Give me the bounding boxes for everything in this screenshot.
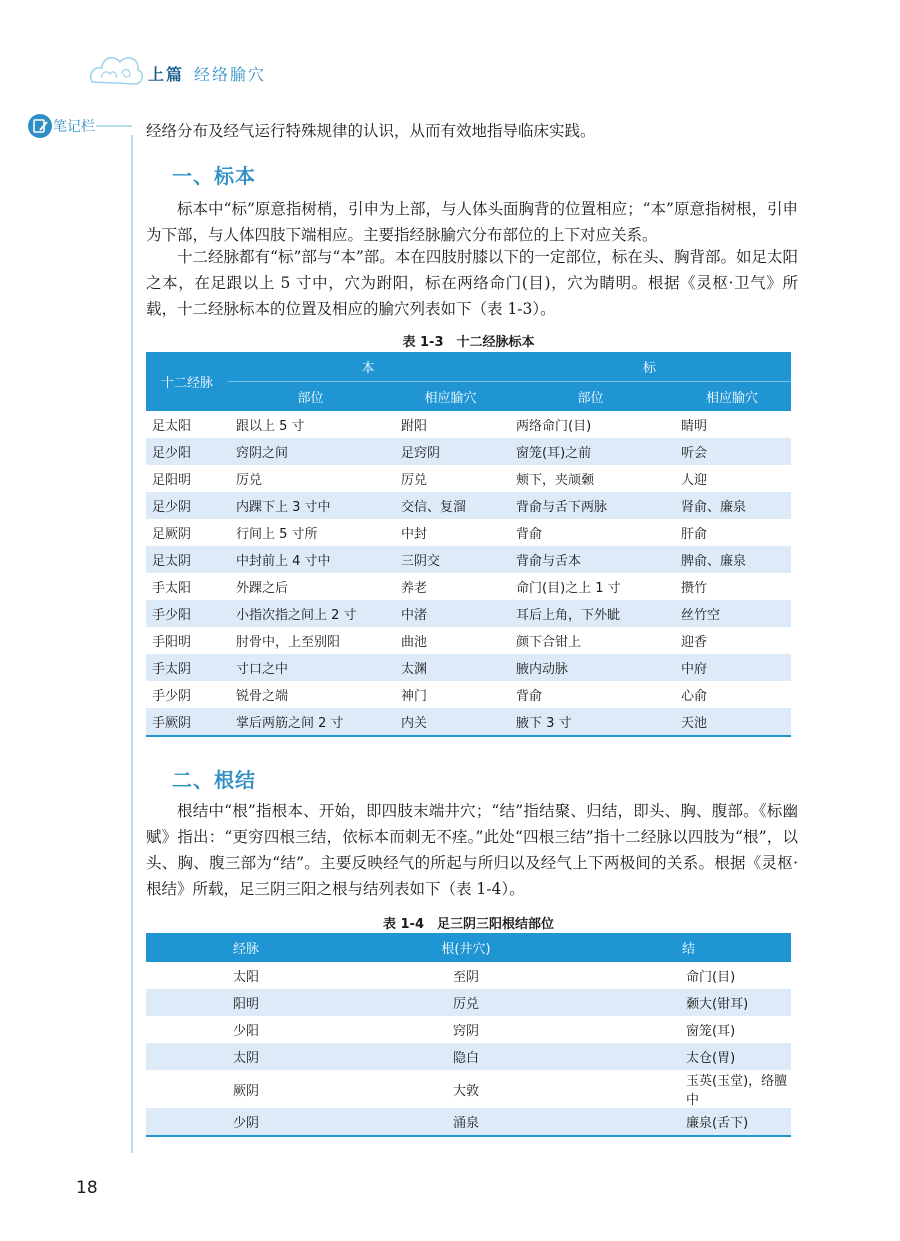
table-cell: 寸口之中	[228, 654, 393, 681]
th-ben: 本	[228, 352, 508, 382]
table-cell: 命门(目)	[686, 970, 736, 985]
table-row	[146, 1070, 791, 1108]
table-cell: 至阴	[452, 970, 479, 985]
table-cell: 天池	[673, 708, 791, 736]
table-cell: 养老	[401, 581, 428, 596]
section-heading-genjie: 二、根结	[172, 768, 256, 792]
table-cell: 手太阴	[146, 654, 228, 681]
table-row	[146, 465, 791, 492]
table-cell: 脾俞、廉泉	[673, 546, 791, 573]
table-row	[146, 438, 791, 465]
table-cell: 厥阴	[232, 1083, 259, 1099]
table-cell: 两络命门(目)	[516, 419, 592, 434]
paragraph-genjie: 根结中“根”指根本、开始，即四肢末端井穴；“结”指结聚、归结，即头、胸、腹部。《标幽赋》指出：“更穷四根三结，依标本而刺无不痊。”此处“四根三结”指十二经脉以四肢为“根”，以头、胸、腹三部为“结”。主要反映经气的所起与所归以及经气上下两极间的关系。根据《灵枢·根结》所载，足三阴三阳之根与结列表如下（表 1-4）。	[146, 802, 798, 898]
table-1-4-body	[146, 962, 791, 1136]
table-cell: 丝竹空	[673, 600, 791, 627]
table-cell: 少阳	[232, 1024, 259, 1039]
table-1-4	[146, 933, 791, 1137]
cloud-ornament-icon	[88, 44, 146, 92]
paragraph-intro: 经络分布及经气运行特殊规律的认识，从而有效地指导临床实践。	[146, 122, 596, 140]
note-pen-icon	[26, 112, 54, 140]
table-cell: 行间上 5 寸所	[236, 527, 318, 542]
table-cell: 人迎	[681, 473, 708, 488]
table-cell: 太仓(胃)	[586, 1043, 791, 1070]
header-title: 经络腧穴	[194, 65, 267, 84]
paragraph-biaoben-1: 标本中“标”原意指树梢，引申为上部，与人体头面胸背的位置相应；“本”原意指树根，引申为下部，与人体四肢下端相应。主要指经脉腧穴分布部位的上下对应关系。	[146, 200, 798, 244]
table-cell: 攒竹	[681, 581, 708, 596]
table-1-3-body	[146, 411, 791, 736]
table-cell: 肘骨中，上至别阳	[236, 635, 341, 650]
table-cell: 背俞与舌下两脉	[508, 492, 673, 519]
table-cell: 手太阳	[152, 581, 192, 596]
table-cell: 曲池	[401, 635, 428, 650]
table-cell: 肾俞、廉泉	[673, 492, 791, 519]
th-meridian: 十二经脉	[146, 352, 228, 411]
table-cell: 内踝下上 3 寸中	[228, 492, 393, 519]
table-row	[146, 600, 791, 627]
margin-rule-horizontal	[96, 125, 132, 127]
table-cell: 手少阳	[146, 600, 228, 627]
table-cell: 足少阳	[146, 438, 228, 465]
table-cell: 听会	[673, 438, 791, 465]
table-cell: 隐白	[346, 1043, 586, 1070]
table-cell: 命门(目)之上 1 寸	[516, 581, 621, 596]
table-cell: 小指次指之间上 2 寸	[228, 600, 393, 627]
page-number: 18	[76, 1178, 98, 1198]
th-jingmai: 经脉	[146, 933, 346, 962]
th-jie: 结	[586, 933, 791, 962]
table-row	[146, 989, 791, 1016]
table-cell: 腋下 3 寸	[508, 708, 673, 736]
table-cell: 中渚	[393, 600, 508, 627]
table-cell: 阳明	[146, 989, 346, 1016]
table-row	[146, 573, 791, 600]
table-cell: 足窍阴	[393, 438, 508, 465]
table-cell: 跗阳	[401, 419, 428, 434]
table-cell: 锐骨之端	[236, 689, 289, 704]
table-cell: 外踝之后	[236, 581, 289, 596]
table-cell: 背俞与舌本	[508, 546, 673, 573]
table-cell: 廉泉(舌下)	[586, 1108, 791, 1136]
table-cell: 颡大(钳耳)	[586, 989, 791, 1016]
table-cell: 手厥阴	[146, 708, 228, 736]
table-cell: 太阴	[146, 1043, 346, 1070]
table-cell: 手少阴	[152, 689, 192, 704]
table-row	[146, 546, 791, 573]
table-cell: 内关	[393, 708, 508, 736]
table-cell: 神门	[401, 689, 428, 704]
section-heading-biaoben: 一、标本	[172, 164, 256, 188]
th-biao-position: 部位	[508, 382, 673, 412]
th-biao-point: 相应腧穴	[673, 382, 791, 412]
table-1-4-caption: 表 1-4 足三阴三阳根结部位	[382, 917, 554, 932]
table-cell: 中封前上 4 寸中	[228, 546, 393, 573]
table-cell: 腋内动脉	[508, 654, 673, 681]
table-cell: 足少阴	[146, 492, 228, 519]
table-cell: 足阳明	[152, 473, 192, 488]
table-cell: 背俞	[516, 689, 543, 704]
table-cell: 玉英(玉堂)，络膻中	[686, 1074, 788, 1108]
table-1-3	[146, 352, 791, 737]
table-cell: 三阴交	[393, 546, 508, 573]
table-cell: 窍阴	[452, 1024, 479, 1039]
table-cell: 颜下合钳上	[516, 635, 582, 650]
notes-label: 笔记栏	[53, 119, 95, 135]
table-cell: 手阳明	[152, 635, 192, 650]
table-row	[146, 411, 791, 438]
table-cell: 太阳	[232, 970, 259, 985]
table-row	[146, 1108, 791, 1136]
table-cell: 厉兑	[401, 473, 428, 488]
table-cell: 中府	[673, 654, 791, 681]
th-ben-point: 相应腧穴	[393, 382, 508, 412]
table-cell: 足太阴	[146, 546, 228, 573]
table-row	[146, 962, 791, 989]
header-part: 上篇	[148, 65, 185, 84]
table-1-3-caption: 表 1-3 十二经脉标本	[402, 335, 535, 350]
running-header	[88, 44, 388, 94]
table-cell: 足厥阴	[152, 527, 192, 542]
th-ben-position: 部位	[228, 382, 393, 412]
table-cell: 颊下，夹颃颡	[516, 473, 595, 488]
table-cell: 窗笼(耳)之前	[508, 438, 673, 465]
table-row	[146, 492, 791, 519]
table-cell: 耳后上角，下外眦	[508, 600, 673, 627]
table-cell: 窍阴之间	[228, 438, 393, 465]
table-cell: 厉兑	[346, 989, 586, 1016]
table-cell: 背俞	[516, 527, 543, 542]
table-row	[146, 681, 791, 708]
th-biao: 标	[508, 352, 791, 382]
table-cell: 窗笼(耳)	[686, 1024, 736, 1039]
table-cell: 太渊	[393, 654, 508, 681]
table-row	[146, 1016, 791, 1043]
table-cell: 中封	[401, 527, 428, 542]
th-gen: 根(井穴)	[346, 933, 586, 962]
table-cell: 少阴	[146, 1108, 346, 1136]
table-row	[146, 654, 791, 681]
paragraph-biaoben-2: 十二经脉都有“标”部与“本”部。本在四肢肘膝以下的一定部位，标在头、胸背部。如足太阳之本，在足跟以上 5 寸中，穴为跗阳，标在两络命门(目)，穴为睛明。根据《灵枢·卫气》所载，十二经脉标本的位置及相应的腧穴列表如下（表 1-3）。	[146, 248, 798, 318]
table-cell: 跟以上 5 寸	[236, 419, 305, 434]
table-cell: 厉兑	[236, 473, 263, 488]
header-text	[148, 62, 266, 85]
table-cell: 睛明	[681, 419, 708, 434]
table-cell: 交信、复溜	[393, 492, 508, 519]
table-row	[146, 708, 791, 736]
table-row	[146, 1043, 791, 1070]
table-cell: 心俞	[681, 689, 708, 704]
table-cell: 肝俞	[681, 527, 708, 542]
table-cell: 涌泉	[346, 1108, 586, 1136]
table-cell: 足太阳	[152, 419, 192, 434]
margin-rule-vertical	[131, 135, 133, 1153]
table-cell: 大敦	[452, 1083, 479, 1099]
table-cell: 掌后两筋之间 2 寸	[228, 708, 393, 736]
table-row	[146, 519, 791, 546]
table-row	[146, 627, 791, 654]
table-cell: 迎香	[681, 635, 708, 650]
